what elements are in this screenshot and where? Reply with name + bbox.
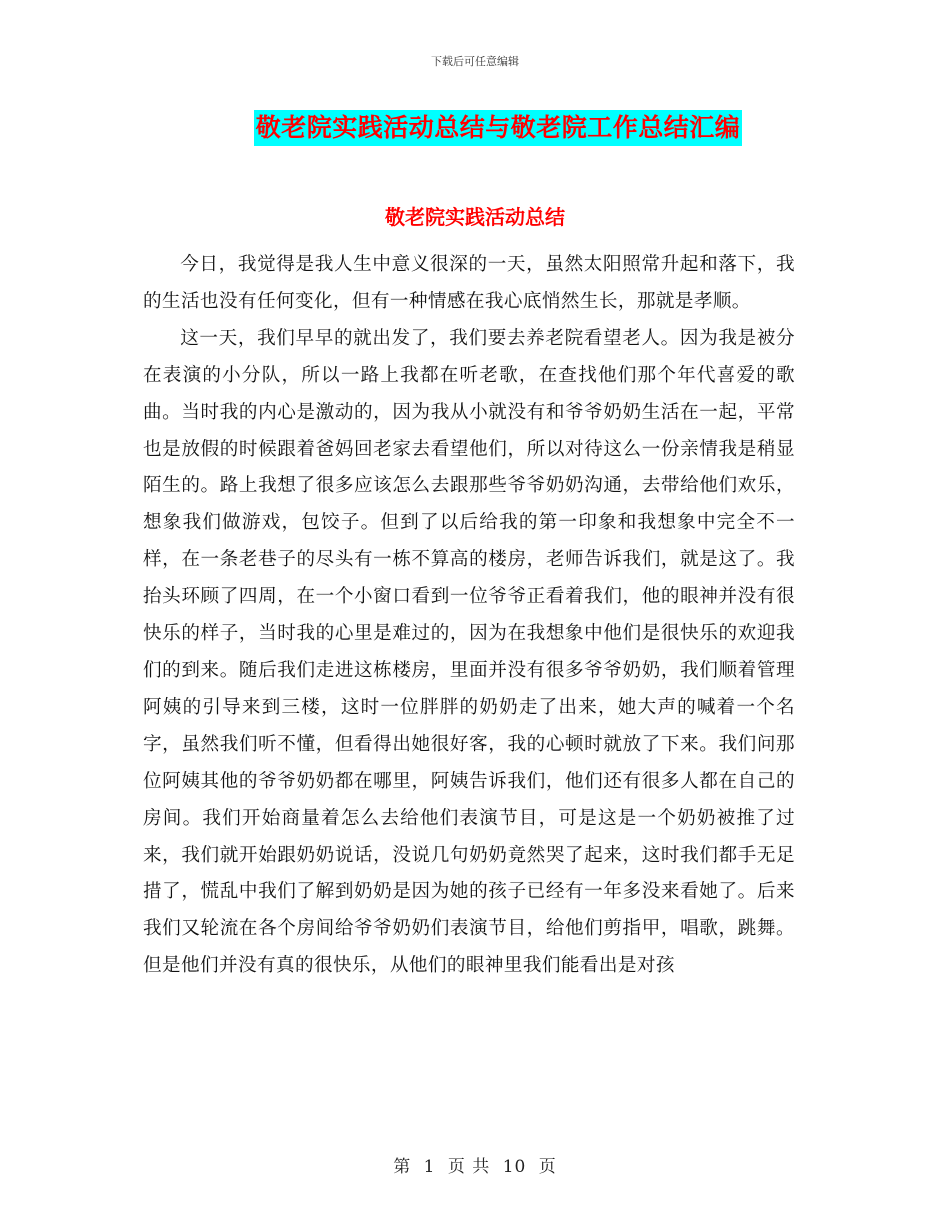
footer-page-number: 1 bbox=[423, 1157, 436, 1177]
footer-total-pages: 10 bbox=[502, 1157, 527, 1177]
section-title: 敬老院实践活动总结 bbox=[385, 205, 565, 229]
footer-prefix: 第 bbox=[393, 1157, 412, 1177]
paragraph: 这一天，我们早早的就出发了，我们要去养老院看望老人。因为我是被分在表演的小分队，所以一路上我都在听老歌，在查找他们那个年代喜爱的歌曲。当时我的内心是激动的，因为我从小就没有和爷爷奶奶生活在一起，平常也是放假的时候跟着爸妈回老家去看望他们，所以对待这么一份亲情我是稍显陌生的。路上我想了很多应该怎么去跟那些爷爷奶奶沟通，去带给他们欢乐，想象我们做游戏，包饺子。但到了以后给我的第一印象和我想象中完全不一样，在一条老巷子的尽头有一栋不算高的楼房，老师告诉我们，就是这了。我抬头环顾了四周，在一个小窗口看到一位爷爷正看着我们，他的眼神并没有很快乐的样子，当时我的心里是难过的，因为在我想象中他们是很快乐的欢迎我们的到来。随后我们走进这栋楼房，里面并没有很多爷爷奶奶，我们顺着管理阿姨的引导来到三楼，这时一位胖胖的奶奶走了出来，她大声的喊着一个名字，虽然我们听不懂，但看得出她很好客，我的心顿时就放了下来。我们问那位阿姨其他的爷爷奶奶都在哪里，阿姨告诉我们，他们还有很多人都在自己的房间。我们开始商量着怎么去给他们表演节目，可是这是一个奶奶被推了过来，我们就开始跟奶奶说话，没说几句奶奶竟然哭了起来，这时我们都手无足措了，慌乱中我们了解到奶奶是因为她的孩子已经有一年多没来看她了。后来我们又轮流在各个房间给爷爷奶奶们表演节目，给他们剪指甲，唱歌，跳舞。但是他们并没有真的很快乐，从他们的眼神里我们能看出是对孩 bbox=[143, 327, 795, 977]
main-title: 敬老院实践活动总结与敬老院工作总结汇编 bbox=[254, 110, 743, 146]
page-footer bbox=[0, 1152, 950, 1177]
footer-middle: 页 共 bbox=[447, 1157, 491, 1177]
main-title-container bbox=[0, 110, 950, 146]
paragraph: 今日，我觉得是我人生中意义很深的一天，虽然太阳照常升起和落下，我的生活也没有任何变化，但有一种情感在我心底悄然生长，那就是孝顺。 bbox=[143, 254, 795, 312]
footer-suffix: 页 bbox=[538, 1157, 557, 1177]
page-header-note: 下载后可任意编辑 bbox=[431, 55, 519, 68]
document-body bbox=[143, 247, 795, 985]
